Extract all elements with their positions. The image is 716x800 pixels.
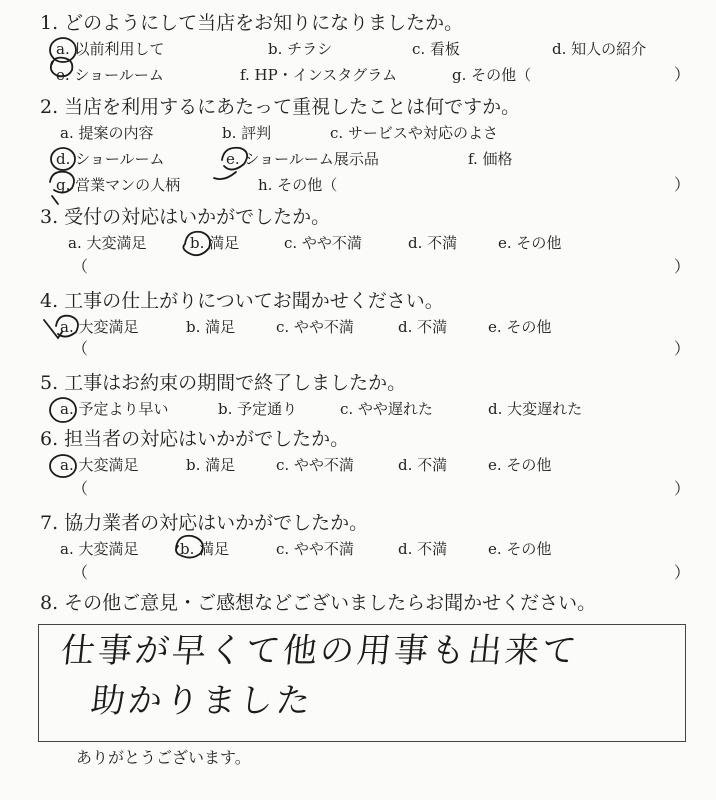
q1-option-c[interactable]: c. 看板 — [412, 40, 460, 58]
q4-option-c[interactable]: c. やや不満 — [276, 318, 354, 336]
thanks-message: ありがとうございます。 — [76, 748, 251, 767]
q3-option-a[interactable]: a. 大変満足 — [68, 234, 147, 252]
q6-option-a[interactable]: a. 大変満足 — [60, 456, 139, 474]
q5-option-c[interactable]: c. やや遅れた — [340, 400, 433, 418]
q5-option-b[interactable]: b. 予定通り — [218, 400, 298, 418]
q6-option-e[interactable]: e. その他 — [488, 456, 552, 474]
question-5-title: 5. 工事はお約束の期間で終了しましたか。 — [40, 372, 407, 394]
handwritten-answer-line-1: 仕事が早くて他の用事も出来て — [58, 631, 582, 671]
q1-option-f[interactable]: f. HP・インスタグラム — [240, 66, 398, 84]
q1-close-paren: ） — [674, 65, 691, 84]
q2-option-e[interactable]: e. ショールーム展示品 — [226, 150, 379, 168]
q6-option-d[interactable]: d. 不満 — [398, 456, 448, 474]
question-8-title: 8. その他ご意見・ご感想などございましたらお聞かせください。 — [40, 592, 597, 614]
q4-option-b[interactable]: b. 満足 — [186, 318, 236, 336]
q7-option-b[interactable]: b. 満足 — [180, 540, 230, 558]
q1-option-a[interactable]: a. 以前利用して — [56, 40, 165, 58]
q2-option-d[interactable]: d. ショールーム — [56, 150, 165, 168]
q2-option-h[interactable]: h. その他（ — [258, 176, 338, 194]
q1-option-d[interactable]: d. 知人の紹介 — [552, 40, 647, 58]
q7-open-paren: （ — [72, 563, 89, 582]
q6-close-paren: ） — [674, 479, 691, 498]
q3-close-paren: ） — [674, 257, 691, 276]
q7-option-d[interactable]: d. 不満 — [398, 540, 448, 558]
q3-option-e[interactable]: e. その他 — [498, 234, 562, 252]
q2-option-a[interactable]: a. 提案の内容 — [60, 124, 154, 142]
q3-option-b[interactable]: b. 満足 — [190, 234, 240, 252]
q2-option-c[interactable]: c. サービスや対応のよさ — [330, 124, 498, 142]
q5-option-d[interactable]: d. 大変遅れた — [488, 400, 583, 418]
handwritten-answer-line-2: 助かりました — [88, 681, 316, 721]
q4-open-paren: （ — [72, 339, 89, 358]
q6-option-c[interactable]: c. やや不満 — [276, 456, 354, 474]
q3-open-paren: （ — [72, 257, 89, 276]
q6-open-paren: （ — [72, 479, 89, 498]
q2-option-g[interactable]: g. 営業マンの人柄 — [56, 176, 181, 194]
q2-option-f[interactable]: f. 価格 — [468, 150, 513, 168]
q1-option-g[interactable]: g. その他（ — [452, 66, 532, 84]
q1-option-e[interactable]: e. ショールーム — [56, 66, 164, 84]
question-7-title: 7. 協力業者の対応はいかがでしたか。 — [40, 512, 369, 534]
q4-option-d[interactable]: d. 不満 — [398, 318, 448, 336]
q4-option-a[interactable]: a. 大変満足 — [60, 318, 139, 336]
q6-option-b[interactable]: b. 満足 — [186, 456, 236, 474]
question-6-title: 6. 担当者の対応はいかがでしたか。 — [40, 428, 350, 450]
q7-option-e[interactable]: e. その他 — [488, 540, 552, 558]
q3-option-c[interactable]: c. やや不満 — [284, 234, 362, 252]
q7-option-c[interactable]: c. やや不満 — [276, 540, 354, 558]
comment-answer-box[interactable] — [38, 624, 686, 742]
q3-option-d[interactable]: d. 不満 — [408, 234, 458, 252]
q2-close-paren: ） — [674, 175, 691, 194]
question-2-title: 2. 当店を利用するにあたって重視したことは何ですか。 — [40, 96, 521, 118]
q5-option-a[interactable]: a. 予定より早い — [60, 400, 169, 418]
q2-option-b[interactable]: b. 評判 — [222, 124, 272, 142]
q1-option-b[interactable]: b. チラシ — [268, 40, 333, 58]
q7-option-a[interactable]: a. 大変満足 — [60, 540, 139, 558]
question-4-title: 4. 工事の仕上がりについてお聞かせください。 — [40, 290, 444, 312]
q4-option-e[interactable]: e. その他 — [488, 318, 552, 336]
question-1-title: 1. どのようにして当店をお知りになりましたか。 — [40, 12, 464, 34]
question-3-title: 3. 受付の対応はいかがでしたか。 — [40, 206, 331, 228]
q4-close-paren: ） — [674, 339, 691, 358]
q7-close-paren: ） — [674, 563, 691, 582]
